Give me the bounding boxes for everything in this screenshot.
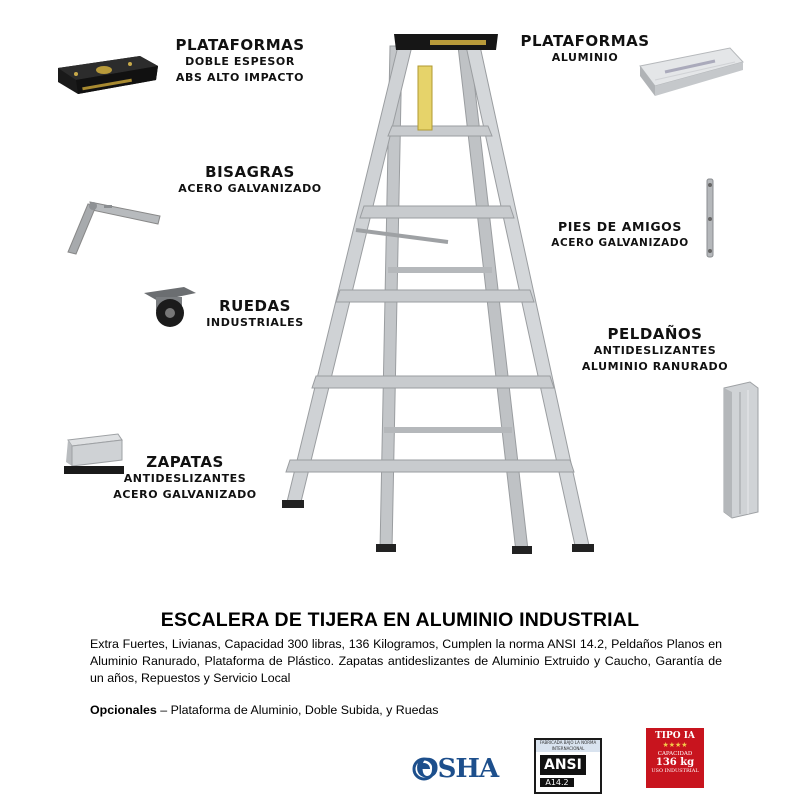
spreader-brace-image — [700, 175, 720, 261]
step-ladder-image — [280, 30, 610, 610]
kg-text: 136 kg — [655, 757, 695, 768]
label-line: ANTIDESLIZANTES — [123, 472, 247, 485]
label-title: PIES DE AMIGOS — [557, 219, 683, 234]
capacidad-text: CAPACIDAD — [657, 751, 693, 757]
label-line: DOBLE ESPESOR — [185, 55, 295, 68]
stars: ★★★★ — [662, 741, 688, 749]
label-line: ACERO GALVANIZADO — [113, 488, 257, 501]
ansi-row — [540, 755, 596, 775]
optional-line — [90, 703, 439, 717]
foot-shoe-image — [60, 428, 130, 478]
optional-label: Opcionales — [90, 703, 157, 717]
ribbed-step-image — [718, 380, 762, 520]
aluminum-platform-image — [635, 44, 745, 104]
hinge-image — [60, 192, 170, 262]
label-title: PLATAFORMAS — [175, 36, 305, 54]
caster-wheel-image — [140, 283, 200, 331]
label-line: ALUMINIO — [551, 51, 619, 64]
label-line: INDUSTRIALES — [206, 316, 304, 329]
tipo-badge — [646, 728, 704, 788]
label-line: ALUMINIO RANURADO — [581, 360, 729, 373]
ansi-badge — [534, 738, 602, 794]
ansi-text: ANSI — [540, 755, 586, 775]
label-title: BISAGRAS — [205, 163, 295, 181]
osha-text: OSHA — [416, 754, 499, 784]
label-title: PELDAÑOS — [607, 325, 703, 343]
abs-platform-image — [52, 50, 162, 100]
tipo-text: TIPO IA — [655, 731, 695, 741]
osha-logo — [412, 748, 500, 788]
uso-text: USO INDUSTRIAL — [651, 768, 699, 774]
label-title: PLATAFORMAS — [520, 32, 650, 50]
label-title: ZAPATAS — [146, 453, 224, 471]
label-line: ACERO GALVANIZADO — [551, 237, 689, 249]
ansi-code: A14.2 — [540, 778, 574, 787]
ansi-top-text: FABRICADA BAJO LA NORMA INTERNACIONAL — [536, 740, 600, 752]
product-title: ESCALERA DE TIJERA EN ALUMINIO INDUSTRIAL — [160, 609, 640, 631]
label-line: ANTIDESLIZANTES — [593, 344, 717, 357]
label-line: ACERO GALVANIZADO — [178, 182, 322, 195]
label-line: ABS ALTO IMPACTO — [175, 71, 305, 84]
label-title: RUEDAS — [219, 297, 291, 315]
product-description: Extra Fuertes, Livianas, Capacidad 300 libras, 136 Kilogramos, Cumplen la norma ANSI 14.2, Peldaños Planos en Aluminio Ranurado, Plataforma de Plástico. Zapatas antideslizantes de Aluminio Extruido y Caucho, Garantía de un años, Repuestos y Servicio Local — [90, 637, 722, 685]
optional-text: – Plataforma de Aluminio, Doble Subida, y Ruedas — [156, 703, 439, 717]
